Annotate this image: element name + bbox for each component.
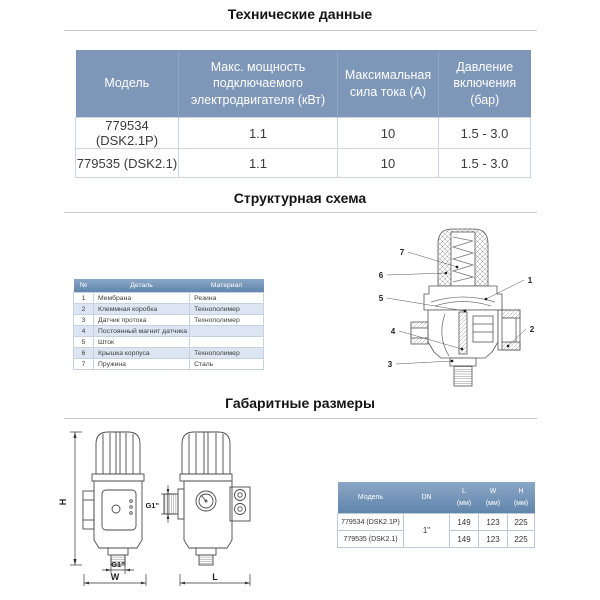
table-row <box>338 514 535 531</box>
parts-cell: Резина <box>190 293 264 304</box>
table-row <box>74 315 264 326</box>
tech-cell: 1.1 <box>179 149 338 178</box>
parts-cell: 2 <box>74 304 94 315</box>
parts-header-row <box>74 279 264 293</box>
callout-6: 6 <box>378 271 384 280</box>
tech-cell: 779534 (DSK2.1P) <box>76 118 179 149</box>
tech-col-model: Модель <box>76 50 179 118</box>
dim-header-row <box>338 482 535 514</box>
parts-col-material: Материал <box>190 279 264 293</box>
dim-col-w <box>479 482 508 514</box>
parts-table <box>73 279 264 370</box>
parts-cell: Сталь <box>190 359 264 370</box>
parts-cell: Датчик протока <box>94 315 190 326</box>
table-row <box>76 118 531 149</box>
table-row <box>74 337 264 348</box>
tech-col-pressure: Давление включения (бар) <box>439 50 531 118</box>
section-title-technical: Технические данные <box>227 6 373 22</box>
parts-cell: 4 <box>74 326 94 337</box>
parts-cell: 7 <box>74 359 94 370</box>
dim-label-g1-bottom: G1" <box>111 560 125 569</box>
dim-label-l: L <box>212 572 218 582</box>
dim-cell: 225 <box>508 514 535 531</box>
parts-cell: Шток <box>94 337 190 348</box>
tech-header-row <box>76 50 531 118</box>
table-row <box>76 149 531 178</box>
structural-diagram <box>365 224 545 398</box>
dim-col-w-unit: (мм) <box>485 499 501 507</box>
parts-cell: Технополимер <box>190 304 264 315</box>
table-row <box>74 326 264 337</box>
tech-col-power: Макс. мощность подключаемого электродвигателя (кВт) <box>179 50 338 118</box>
callout-4: 4 <box>390 327 396 336</box>
callout-7: 7 <box>399 248 405 257</box>
tech-cell: 1.5 - 3.0 <box>439 149 531 178</box>
table-row <box>74 304 264 315</box>
parts-cell: Пружина <box>94 359 190 370</box>
dim-cell: 225 <box>508 531 535 548</box>
dimensions-table <box>337 482 535 548</box>
dim-col-h <box>508 482 535 514</box>
dim-label-g1-side: G1" <box>145 501 159 510</box>
callout-1: 1 <box>527 276 533 285</box>
dim-col-dn: DN <box>404 482 450 514</box>
tech-cell: 1.1 <box>179 118 338 149</box>
parts-cell: Мембрана <box>94 293 190 304</box>
parts-cell: 6 <box>74 348 94 359</box>
dim-cell: 123 <box>479 514 508 531</box>
tech-col-current: Максимальная сила тока (А) <box>338 50 439 118</box>
dim-cell-dn: 1" <box>404 514 450 548</box>
dimension-drawings <box>56 424 324 596</box>
parts-cell: Клеммная коробка <box>94 304 190 315</box>
parts-cell <box>190 326 264 337</box>
parts-cell: Технополимер <box>190 348 264 359</box>
dim-label-w: W <box>110 572 120 582</box>
tech-cell: 779535 (DSK2.1) <box>76 149 179 178</box>
front-view-drawing <box>83 432 144 565</box>
technical-data-table <box>75 50 531 178</box>
table-row <box>74 359 264 370</box>
parts-cell <box>190 337 264 348</box>
tech-cell: 10 <box>338 118 439 149</box>
rule <box>64 30 537 31</box>
parts-cell: Крышка корпуса <box>94 348 190 359</box>
dim-cell: 779534 (DSK2.1P) <box>338 514 404 531</box>
dim-cell: 149 <box>450 531 479 548</box>
section-title-structural: Структурная схема <box>233 190 367 206</box>
dim-col-l-unit: (мм) <box>456 499 472 507</box>
table-row <box>74 293 264 304</box>
parts-cell: Технополимер <box>190 315 264 326</box>
dim-col-h-unit: (мм) <box>513 499 529 507</box>
parts-cell: 1 <box>74 293 94 304</box>
dim-col-l-letter: L <box>462 488 466 496</box>
section-title-dimensions: Габаритные размеры <box>225 395 375 411</box>
parts-cell: 5 <box>74 337 94 348</box>
dim-col-model: Модель <box>338 482 404 514</box>
dim-col-w-letter: W <box>489 488 497 496</box>
rule <box>64 212 537 213</box>
rule <box>64 418 537 419</box>
parts-cell: 3 <box>74 315 94 326</box>
dim-col-l <box>450 482 479 514</box>
parts-cell: Постоянный магнит датчика <box>94 326 190 337</box>
dim-cell: 123 <box>479 531 508 548</box>
side-view-drawing <box>164 432 250 565</box>
dim-cell: 149 <box>450 514 479 531</box>
tech-cell: 1.5 - 3.0 <box>439 118 531 149</box>
parts-col-detail: Деталь <box>94 279 190 293</box>
dim-label-h: H <box>58 498 68 506</box>
callout-2: 2 <box>529 325 535 334</box>
parts-col-num: № <box>74 279 94 293</box>
callout-5: 5 <box>378 294 384 303</box>
callout-3: 3 <box>387 360 393 369</box>
table-row <box>74 348 264 359</box>
tech-cell: 10 <box>338 149 439 178</box>
dim-cell: 779535 (DSK2.1) <box>338 531 404 548</box>
dim-col-h-letter: H <box>518 488 524 496</box>
